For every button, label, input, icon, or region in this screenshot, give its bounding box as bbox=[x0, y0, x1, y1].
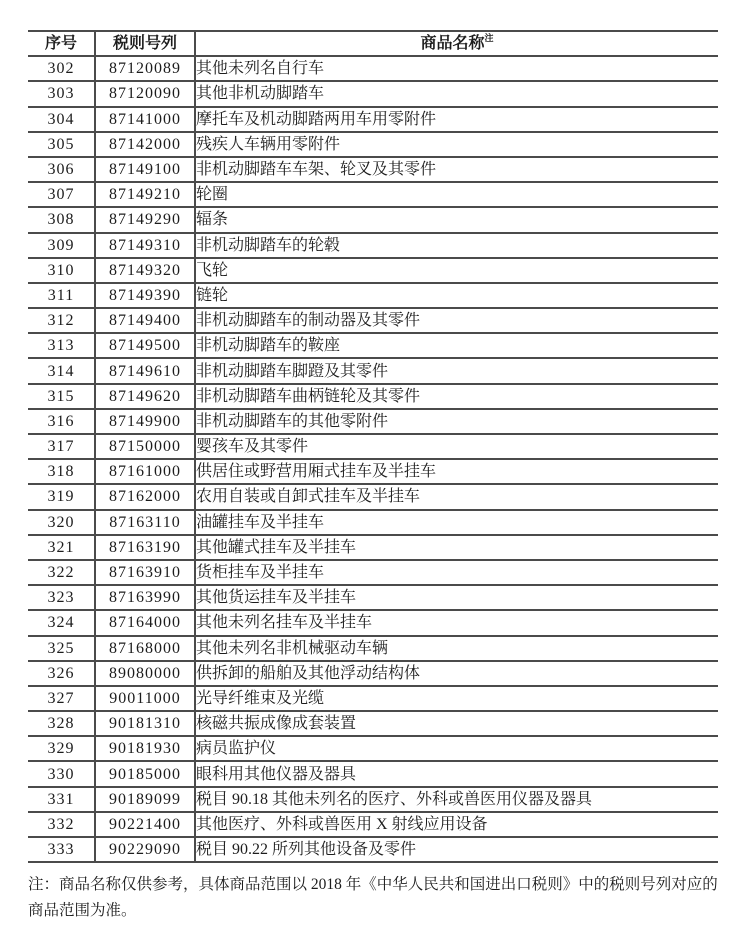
table-header-row bbox=[28, 31, 718, 56]
seq-cell: 324 bbox=[28, 610, 95, 635]
seq-cell: 323 bbox=[28, 585, 95, 610]
table-row bbox=[28, 308, 718, 333]
seq-cell: 321 bbox=[28, 535, 95, 560]
name-cell: 其他医疗、外科或兽医用 X 射线应用设备 bbox=[195, 812, 718, 837]
footnote-text: 注：商品名称仅供参考，具体商品范围以 2018 年《中华人民共和国进出口税则》中的税则号列对应的商品范围为准。 bbox=[28, 876, 718, 919]
code-cell: 87149400 bbox=[95, 308, 195, 333]
table-row bbox=[28, 233, 718, 258]
code-cell: 87149900 bbox=[95, 409, 195, 434]
table-row bbox=[28, 56, 718, 81]
name-cell: 婴孩车及其零件 bbox=[195, 434, 718, 459]
seq-cell: 315 bbox=[28, 384, 95, 409]
code-cell: 87142000 bbox=[95, 132, 195, 157]
name-cell: 链轮 bbox=[195, 283, 718, 308]
table-row bbox=[28, 107, 718, 132]
table-body bbox=[28, 56, 718, 862]
code-cell: 87149210 bbox=[95, 182, 195, 207]
name-cell: 轮圈 bbox=[195, 182, 718, 207]
table-row bbox=[28, 560, 718, 585]
code-cell: 87161000 bbox=[95, 459, 195, 484]
seq-cell: 317 bbox=[28, 434, 95, 459]
seq-cell: 328 bbox=[28, 711, 95, 736]
code-cell: 90185000 bbox=[95, 761, 195, 786]
name-cell: 核磁共振成像成套装置 bbox=[195, 711, 718, 736]
code-cell: 87163990 bbox=[95, 585, 195, 610]
seq-cell: 312 bbox=[28, 308, 95, 333]
name-cell: 其他未列名自行车 bbox=[195, 56, 718, 81]
seq-cell: 322 bbox=[28, 560, 95, 585]
code-cell: 87149610 bbox=[95, 358, 195, 383]
code-cell: 87164000 bbox=[95, 610, 195, 635]
table-row bbox=[28, 585, 718, 610]
name-cell: 辐条 bbox=[195, 207, 718, 232]
code-cell: 90181930 bbox=[95, 736, 195, 761]
name-cell: 非机动脚踏车脚蹬及其零件 bbox=[195, 358, 718, 383]
name-cell: 眼科用其他仪器及器具 bbox=[195, 761, 718, 786]
code-cell: 87163190 bbox=[95, 535, 195, 560]
table-row bbox=[28, 661, 718, 686]
name-cell: 病员监护仪 bbox=[195, 736, 718, 761]
seq-cell: 327 bbox=[28, 686, 95, 711]
table-row bbox=[28, 409, 718, 434]
seq-cell: 318 bbox=[28, 459, 95, 484]
table-row bbox=[28, 787, 718, 812]
table-row bbox=[28, 283, 718, 308]
table-row bbox=[28, 510, 718, 535]
name-cell: 其他未列名非机械驱动车辆 bbox=[195, 636, 718, 661]
code-cell: 90229090 bbox=[95, 837, 195, 862]
code-cell: 87149320 bbox=[95, 258, 195, 283]
table-row bbox=[28, 182, 718, 207]
document-page bbox=[28, 30, 718, 863]
code-cell: 87149620 bbox=[95, 384, 195, 409]
code-cell: 87149390 bbox=[95, 283, 195, 308]
code-cell: 90181310 bbox=[95, 711, 195, 736]
name-cell: 其他罐式挂车及半挂车 bbox=[195, 535, 718, 560]
column-header-seq: 序号 bbox=[28, 31, 95, 56]
code-cell: 87120090 bbox=[95, 81, 195, 106]
name-cell: 非机动脚踏车车架、轮叉及其零件 bbox=[195, 157, 718, 182]
name-cell: 飞轮 bbox=[195, 258, 718, 283]
code-cell: 87163110 bbox=[95, 510, 195, 535]
name-cell: 货柜挂车及半挂车 bbox=[195, 560, 718, 585]
code-cell: 87141000 bbox=[95, 107, 195, 132]
name-cell: 非机动脚踏车的轮毂 bbox=[195, 233, 718, 258]
name-cell: 非机动脚踏车的鞍座 bbox=[195, 333, 718, 358]
table-row bbox=[28, 711, 718, 736]
seq-cell: 329 bbox=[28, 736, 95, 761]
seq-cell: 308 bbox=[28, 207, 95, 232]
table-row bbox=[28, 484, 718, 509]
table-row bbox=[28, 761, 718, 786]
seq-cell: 319 bbox=[28, 484, 95, 509]
table-row bbox=[28, 736, 718, 761]
table-row bbox=[28, 207, 718, 232]
table-row bbox=[28, 258, 718, 283]
column-header-name-label: 商品名称 bbox=[420, 35, 485, 53]
table-row bbox=[28, 333, 718, 358]
seq-cell: 313 bbox=[28, 333, 95, 358]
name-cell: 供居住或野营用厢式挂车及半挂车 bbox=[195, 459, 718, 484]
table-row bbox=[28, 636, 718, 661]
column-header-code: 税则号列 bbox=[95, 31, 195, 56]
seq-cell: 316 bbox=[28, 409, 95, 434]
name-cell: 残疾人车辆用零附件 bbox=[195, 132, 718, 157]
table-row bbox=[28, 812, 718, 837]
tariff-table bbox=[28, 30, 718, 863]
name-cell: 非机动脚踏车的其他零附件 bbox=[195, 409, 718, 434]
table-row bbox=[28, 81, 718, 106]
column-header-name bbox=[195, 31, 718, 56]
name-cell: 非机动脚踏车曲柄链轮及其零件 bbox=[195, 384, 718, 409]
seq-cell: 302 bbox=[28, 56, 95, 81]
seq-cell: 307 bbox=[28, 182, 95, 207]
code-cell: 87162000 bbox=[95, 484, 195, 509]
name-cell: 其他非机动脚踏车 bbox=[195, 81, 718, 106]
code-cell: 90221400 bbox=[95, 812, 195, 837]
name-cell: 非机动脚踏车的制动器及其零件 bbox=[195, 308, 718, 333]
name-cell: 税目 90.18 其他未列名的医疗、外科或兽医用仪器及器具 bbox=[195, 787, 718, 812]
table-row bbox=[28, 157, 718, 182]
code-cell: 87168000 bbox=[95, 636, 195, 661]
seq-cell: 331 bbox=[28, 787, 95, 812]
name-cell: 其他货运挂车及半挂车 bbox=[195, 585, 718, 610]
code-cell: 87149290 bbox=[95, 207, 195, 232]
name-cell: 光导纤维束及光缆 bbox=[195, 686, 718, 711]
seq-cell: 330 bbox=[28, 761, 95, 786]
name-cell: 供拆卸的船舶及其他浮动结构体 bbox=[195, 661, 718, 686]
table-row bbox=[28, 358, 718, 383]
code-cell: 87149100 bbox=[95, 157, 195, 182]
code-cell: 87149310 bbox=[95, 233, 195, 258]
code-cell: 87149500 bbox=[95, 333, 195, 358]
table-row bbox=[28, 384, 718, 409]
footnote-marker: 注 bbox=[484, 33, 494, 44]
seq-cell: 304 bbox=[28, 107, 95, 132]
code-cell: 90189099 bbox=[95, 787, 195, 812]
code-cell: 89080000 bbox=[95, 661, 195, 686]
table-row bbox=[28, 610, 718, 635]
name-cell: 税目 90.22 所列其他设备及零件 bbox=[195, 837, 718, 862]
table-row bbox=[28, 132, 718, 157]
table-row bbox=[28, 434, 718, 459]
code-cell: 87120089 bbox=[95, 56, 195, 81]
code-cell: 87163910 bbox=[95, 560, 195, 585]
code-cell: 87150000 bbox=[95, 434, 195, 459]
name-cell: 摩托车及机动脚踏两用车用零附件 bbox=[195, 107, 718, 132]
seq-cell: 326 bbox=[28, 661, 95, 686]
table-row bbox=[28, 686, 718, 711]
table-row bbox=[28, 837, 718, 862]
seq-cell: 311 bbox=[28, 283, 95, 308]
seq-cell: 333 bbox=[28, 837, 95, 862]
seq-cell: 314 bbox=[28, 358, 95, 383]
table-row bbox=[28, 535, 718, 560]
name-cell: 农用自装或自卸式挂车及半挂车 bbox=[195, 484, 718, 509]
seq-cell: 305 bbox=[28, 132, 95, 157]
seq-cell: 306 bbox=[28, 157, 95, 182]
seq-cell: 310 bbox=[28, 258, 95, 283]
code-cell: 90011000 bbox=[95, 686, 195, 711]
seq-cell: 320 bbox=[28, 510, 95, 535]
seq-cell: 325 bbox=[28, 636, 95, 661]
name-cell: 其他未列名挂车及半挂车 bbox=[195, 610, 718, 635]
table-row bbox=[28, 459, 718, 484]
name-cell: 油罐挂车及半挂车 bbox=[195, 510, 718, 535]
seq-cell: 303 bbox=[28, 81, 95, 106]
seq-cell: 309 bbox=[28, 233, 95, 258]
seq-cell: 332 bbox=[28, 812, 95, 837]
